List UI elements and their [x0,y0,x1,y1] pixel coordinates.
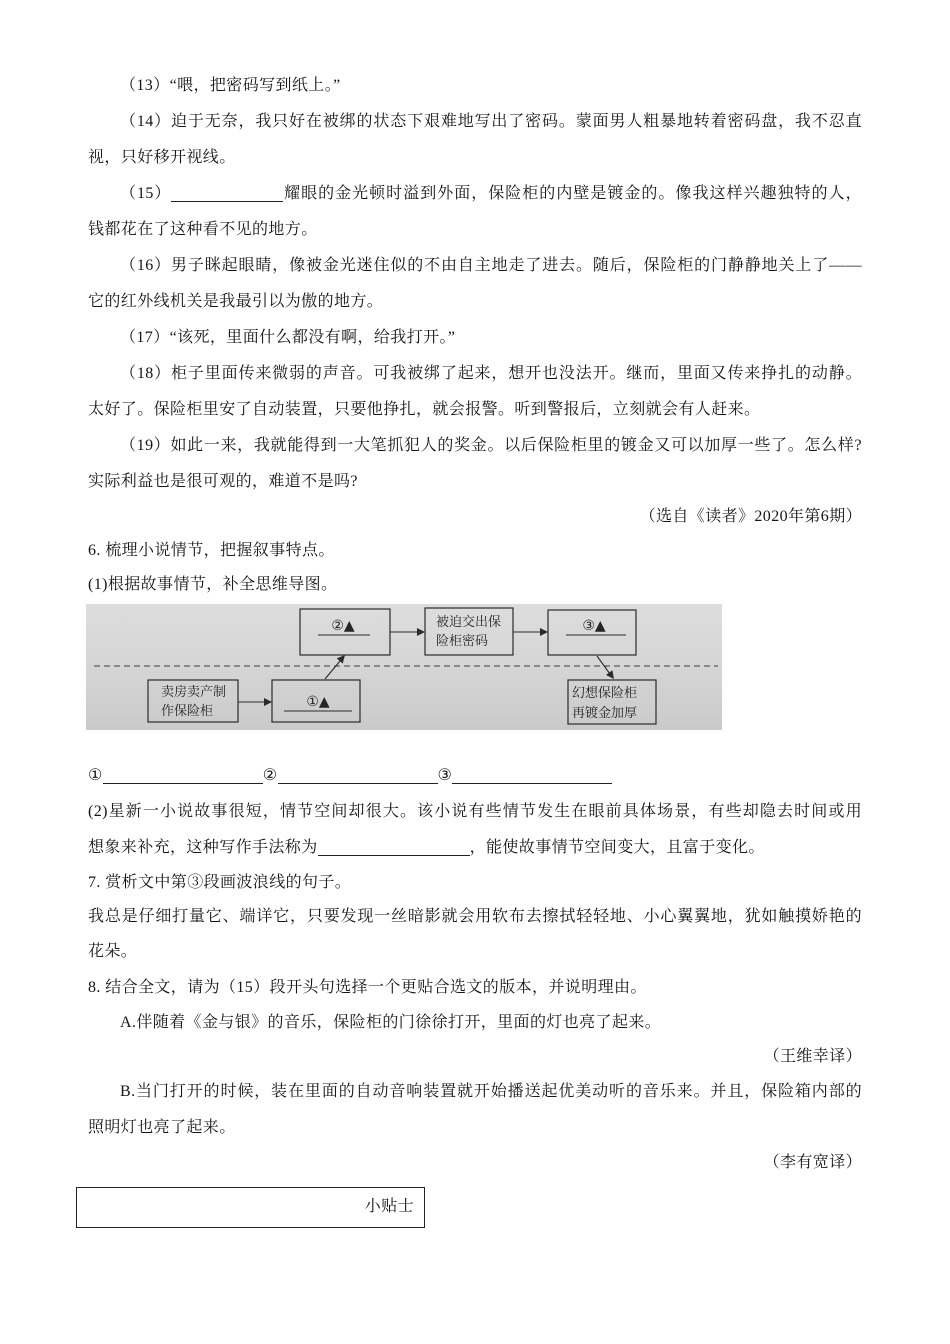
option-a-translator: （王维幸译） [763,1048,862,1065]
mind-map-box-end-line-2: 再镀金加厚 [572,706,638,721]
arrowhead-middle-to-box3 [540,628,548,636]
question-7-quote-line-1: 我总是仔细打量它、端详它，只要发现一丝暗影就会用软布去擦拭轻轻地、小心翼翼地，犹如触摸娇艳的 [88,908,862,925]
part-2-text-before: 想象来补充，这种写作手法称为 [88,839,318,856]
mind-map-box-middle-line-1: 被迫交出保 [436,615,502,630]
blank-label-2: ② [262,767,278,784]
paragraph-14-line-2: 视，只好移开视线。 [88,149,236,166]
mind-map-image [86,604,722,730]
mind-map-box-middle-line-2: 险柜密码 [436,634,489,649]
paragraph-16-line-2: 它的红外线机关是我最引以为傲的地方。 [88,293,384,310]
arrowhead-box2-to-middle [417,628,425,636]
tip-box [76,1187,425,1228]
paragraph-15-number: （15） [120,185,172,202]
mind-map-svg [86,604,722,730]
arrow-box1-to-box2 [325,661,340,679]
option-a-text: A.伴随着《金与银》的音乐，保险柜的门徐徐打开，里面的灯也亮了起来。 [120,1014,662,1031]
page-content [88,68,862,1228]
answer-blank-3 [452,767,612,784]
question-7-quote-line-2: 花朵。 [88,943,138,960]
question-7-title: 7. 赏析文中第③段画波浪线的句子。 [88,874,352,891]
blank-label-1: ① [88,767,103,784]
option-b-line-1: B.当门打开的时候，装在里面的自动音响装置就开始播送起优美动听的音乐来。并且，保险箱内部的 [120,1083,862,1100]
answer-blank-1 [103,767,263,784]
mind-map-box-3-label: ③▲ [582,618,606,634]
question-6-part-1-prompt: (1)根据故事情节，补全思维导图。 [88,576,338,593]
paragraph-17: （17）“该死，里面什么都没有啊，给我打开。” [120,329,456,346]
mind-map-box-1-label: ①▲ [306,694,330,710]
question-7 [88,866,862,970]
mind-map-box-2-label: ②▲ [331,618,355,634]
mind-map-box-start-line-2: 作保险柜 [161,704,214,719]
question-6-part-2-line-1: (2)星新一小说故事很短，情节空间却很大。该小说有些情节发生在眼前具体场景，有些却隐去时间或用 [88,803,862,820]
tip-box-label: 小贴士 [364,1198,414,1215]
paragraph-19-line-2: 实际利益也是很可观的，难道不是吗? [88,473,358,490]
arrowhead-box1-to-box2 [337,655,345,664]
question-8-title: 8. 结合全文，请为（15）段开头句选择一个更贴合选文的版本，并说明理由。 [88,979,647,996]
answer-blank-2 [278,767,438,784]
question-6-title: 6. 梳理小说情节，把握叙事特点。 [88,542,335,559]
question-6-part-2-line-2 [88,830,862,866]
question-6-answer-blanks [88,758,862,794]
paragraph-15-line-1 [88,176,862,212]
passage [88,68,862,534]
paragraph-16-line-1: （16）男子眯起眼睛，像被金光迷住似的不由自主地走了进去。随后，保险柜的门静静地关上了—— [120,257,862,274]
option-b-line-2: 照明灯也亮了起来。 [88,1119,236,1136]
arrowhead-start-to-box1 [264,698,272,706]
paragraph-14-line-1: （14）迫于无奈，我只好在被绑的状态下艰难地写出了密码。蒙面男人粗暴地转着密码盘，我不忍直 [120,113,862,130]
option-b-translator: （李有宽译） [763,1154,862,1171]
paragraph-19-line-1: （19）如此一来，我就能得到一大笔抓犯人的奖金。以后保险柜里的镀金又可以加厚一些了。怎么样? [120,437,862,454]
mind-map-box-start-line-1: 卖房卖产制 [161,685,227,700]
arrowhead-box3-to-end [606,670,614,679]
part-2-text-after: ，能使故事情节空间变大，且富于变化。 [469,839,765,856]
question-8 [88,970,862,1180]
blank-label-3: ③ [437,767,453,784]
paragraph-15-blank [171,185,283,202]
part-2-answer-blank [318,839,470,856]
paragraph-18-line-2: 太好了。保险柜里安了自动装置，只要他挣扎，就会报警。听到警报后，立刻就会有人赶来。 [88,401,761,418]
paragraph-15-line-2: 钱都花在了这种看不见的地方。 [88,221,318,238]
mind-map-box-end-line-1: 幻想保险柜 [572,686,638,701]
paragraph-18-line-1: （18）柜子里面传来微弱的声音。可我被绑了起来，想开也没法开。继而，里面又传来挣扎的动静。 [120,365,862,382]
passage-source: （选自《读者》2020年第6期） [639,508,862,525]
paragraph-13: （13）“喂，把密码写到纸上。” [120,77,341,94]
paragraph-15-text: 耀眼的金光顿时溢到外面，保险柜的内壁是镀金的。像我这样兴趣独特的人， [283,185,862,202]
arrow-box3-to-end [597,656,610,674]
question-6 [88,534,862,866]
